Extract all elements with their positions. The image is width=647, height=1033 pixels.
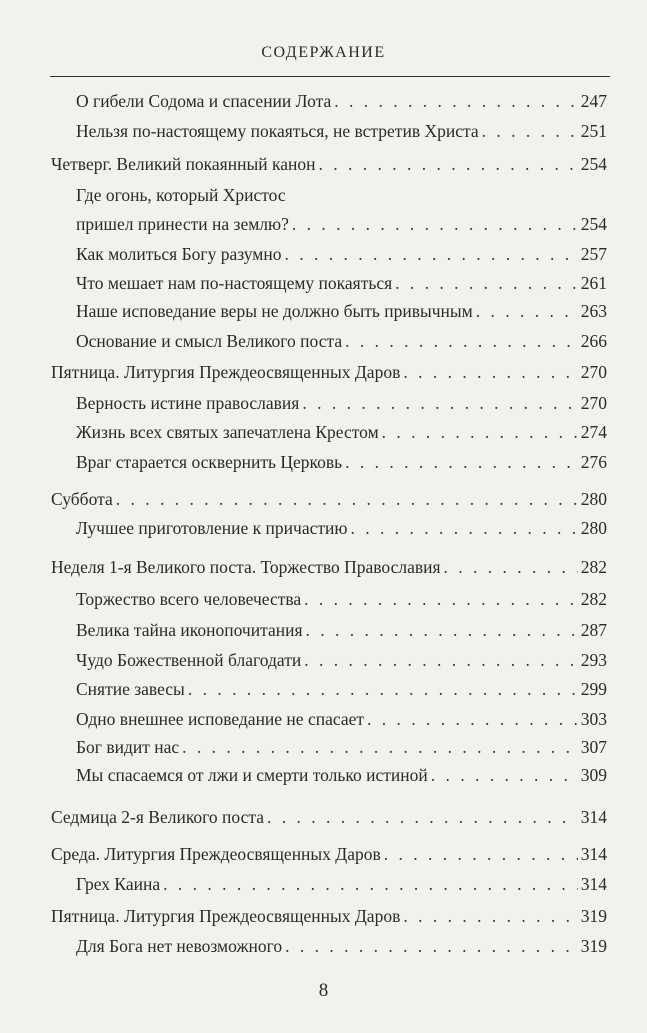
toc-section-page: 314 bbox=[580, 844, 607, 864]
toc-leader-dots bbox=[476, 300, 578, 322]
toc-entry[interactable] bbox=[76, 90, 607, 112]
toc-entry-title: Снятие завесы bbox=[76, 679, 185, 699]
toc-entry-page: 287 bbox=[580, 620, 607, 640]
toc-section-title: Пятница. Литургия Преждеосвященных Даров bbox=[51, 906, 401, 926]
toc-entry-page: 276 bbox=[580, 452, 607, 472]
toc-leader-dots bbox=[292, 213, 578, 235]
toc-entry-title: Чудо Божественной благодати bbox=[76, 650, 302, 670]
toc-entry-page: 270 bbox=[580, 393, 607, 413]
toc-entry-title: Как молиться Богу разумно bbox=[76, 244, 282, 264]
toc-section[interactable] bbox=[51, 361, 607, 383]
toc-entry-page: 266 bbox=[580, 331, 607, 351]
toc-section[interactable] bbox=[51, 843, 607, 865]
toc-entry-page: 274 bbox=[580, 422, 607, 442]
toc-entry-page: 251 bbox=[580, 121, 607, 141]
toc-leader-dots bbox=[431, 764, 578, 786]
toc-leader-dots bbox=[444, 556, 578, 578]
toc-leader-dots bbox=[382, 421, 578, 443]
toc-entry-page: 263 bbox=[580, 301, 607, 321]
toc-entry-page: 314 bbox=[580, 874, 607, 894]
toc-entry[interactable] bbox=[76, 120, 607, 142]
toc-leader-dots bbox=[395, 272, 578, 294]
toc-entry-page: 247 bbox=[580, 91, 607, 111]
toc-entry-title: Основание и смысл Великого поста bbox=[76, 331, 343, 351]
toc-entry[interactable] bbox=[76, 708, 607, 730]
toc-leader-dots bbox=[345, 451, 578, 473]
toc-leader-dots bbox=[285, 935, 578, 957]
toc-leader-dots bbox=[318, 153, 577, 175]
toc-entry-title: О гибели Содома и спасении Лота bbox=[76, 91, 332, 111]
toc-section[interactable] bbox=[51, 556, 607, 578]
toc-entry-page: 309 bbox=[580, 765, 607, 785]
toc-leader-dots bbox=[304, 588, 578, 610]
toc-section-title: Неделя 1-я Великого поста. Торжество Православия bbox=[51, 557, 441, 577]
toc-entry[interactable] bbox=[76, 243, 607, 265]
toc-entry-title: Одно внешнее исповедание не спасает bbox=[76, 709, 365, 729]
toc-entry-title: Грех Каина bbox=[76, 874, 161, 894]
toc-entry-title: Мы спасаемся от лжи и смерти только истиной bbox=[76, 765, 428, 785]
toc-entry-title: Торжество всего человечества bbox=[76, 589, 302, 609]
toc-entry-page: 282 bbox=[580, 589, 607, 609]
toc-section-page: 270 bbox=[580, 362, 607, 382]
toc-section-title: Седмица 2-я Великого поста bbox=[51, 807, 264, 827]
toc-entry[interactable] bbox=[76, 619, 607, 641]
toc-leader-dots bbox=[482, 120, 578, 142]
toc-entry-title: Жизнь всех святых запечатлена Крестом bbox=[76, 422, 379, 442]
toc-leader-dots bbox=[302, 392, 577, 414]
toc-entry-title: Наше исповедание веры не должно быть привычным bbox=[76, 301, 473, 321]
toc-entry[interactable] bbox=[76, 649, 607, 671]
toc-entry-page: 257 bbox=[580, 244, 607, 264]
toc-entry-page: 254 bbox=[580, 214, 607, 234]
toc-entry-page: 303 bbox=[580, 709, 607, 729]
toc-leader-dots bbox=[403, 361, 577, 383]
toc-entry[interactable] bbox=[76, 272, 607, 294]
toc-section-page: 280 bbox=[580, 489, 607, 509]
toc-entry-title: пришел принести на землю? bbox=[76, 214, 289, 234]
toc-entry-title: Враг старается осквернить Церковь bbox=[76, 452, 343, 472]
toc-entry[interactable] bbox=[76, 184, 607, 206]
toc-section-page: 282 bbox=[580, 557, 607, 577]
toc-entry[interactable] bbox=[76, 421, 607, 443]
toc-entry[interactable] bbox=[76, 392, 607, 414]
toc-entry[interactable] bbox=[76, 517, 607, 539]
toc-entry-title: Велика тайна иконопочитания bbox=[76, 620, 303, 640]
toc-section-title: Пятница. Литургия Преждеосвященных Даров bbox=[51, 362, 401, 382]
toc-entry[interactable] bbox=[76, 330, 607, 352]
toc-section-title: Среда. Литургия Преждеосвященных Даров bbox=[51, 844, 381, 864]
toc-leader-dots bbox=[304, 649, 578, 671]
toc-entry[interactable] bbox=[76, 300, 607, 322]
toc-entry[interactable] bbox=[76, 873, 607, 895]
toc-entry[interactable] bbox=[76, 678, 607, 700]
toc-leader-dots bbox=[345, 330, 578, 352]
toc-entry-page: 319 bbox=[580, 936, 607, 956]
toc-entry-title: Нельзя по-настоящему покаяться, не встретив Христа bbox=[76, 121, 479, 141]
toc-entry[interactable] bbox=[76, 764, 607, 786]
toc-entry-page: 261 bbox=[580, 273, 607, 293]
toc-leader-dots bbox=[384, 843, 578, 865]
toc-section-page: 319 bbox=[580, 906, 607, 926]
toc-entry-page: 299 bbox=[580, 679, 607, 699]
toc-entry-title: Где огонь, который Христос bbox=[76, 185, 286, 205]
toc-leader-dots bbox=[182, 736, 578, 758]
toc-leader-dots bbox=[367, 708, 578, 730]
toc-entry-title: Для Бога нет невозможного bbox=[76, 936, 283, 956]
toc-section[interactable] bbox=[51, 488, 607, 510]
toc-leader-dots bbox=[116, 488, 578, 510]
toc-entry-continued[interactable] bbox=[76, 213, 607, 235]
toc-entry[interactable] bbox=[76, 935, 607, 957]
toc-entry-title: Верность истине православия bbox=[76, 393, 300, 413]
toc-leader-dots bbox=[284, 243, 577, 265]
toc-section-page: 314 bbox=[580, 807, 607, 827]
toc-leader-dots bbox=[350, 517, 577, 539]
toc-section[interactable] bbox=[51, 905, 607, 927]
toc-section-title: Суббота bbox=[51, 489, 113, 509]
toc-section-title: Четверг. Великий покаянный канон bbox=[51, 154, 316, 174]
toc-entry-page: 280 bbox=[580, 518, 607, 538]
page-number: 8 bbox=[318, 980, 329, 1001]
toc-leader-dots bbox=[306, 619, 578, 641]
toc-entry[interactable] bbox=[76, 451, 607, 473]
toc-section-page: 254 bbox=[580, 154, 607, 174]
toc-leader-dots bbox=[267, 806, 578, 828]
toc-leader-dots bbox=[334, 90, 578, 112]
toc-entry-page: 307 bbox=[580, 737, 607, 757]
toc-entry-title: Лучшее приготовление к причастию bbox=[76, 518, 348, 538]
page-header: СОДЕРЖАНИЕ bbox=[261, 44, 386, 61]
toc-entry-title: Что мешает нам по-настоящему покаяться bbox=[76, 273, 393, 293]
toc-section[interactable] bbox=[51, 806, 607, 828]
toc-entry-page: 293 bbox=[580, 650, 607, 670]
toc-leader-dots bbox=[403, 905, 577, 927]
toc-entry[interactable] bbox=[76, 736, 607, 758]
toc-leader-dots bbox=[163, 873, 578, 895]
toc-section[interactable] bbox=[51, 153, 607, 175]
toc-entry-title: Бог видит нас bbox=[76, 737, 180, 757]
toc-entry[interactable] bbox=[76, 588, 607, 610]
toc-leader-dots bbox=[188, 678, 578, 700]
